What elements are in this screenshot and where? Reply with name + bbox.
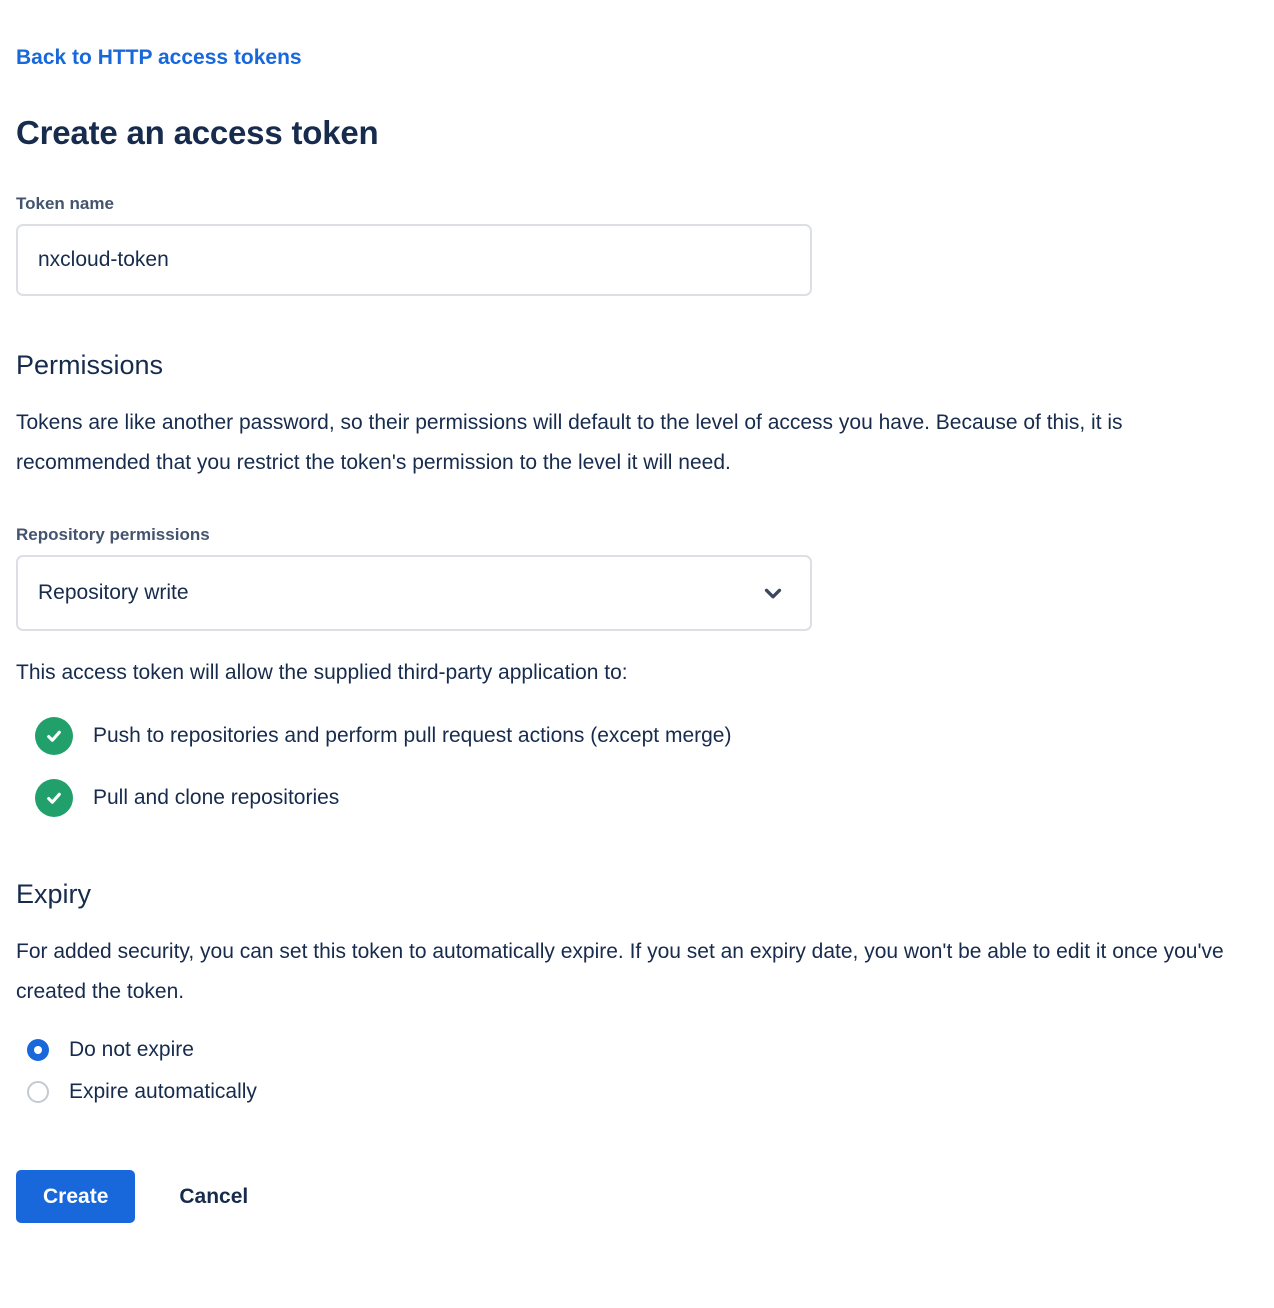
token-name-input[interactable] [16, 224, 812, 296]
repository-permissions-label: Repository permissions [16, 525, 210, 544]
granted-permissions-list [16, 717, 1258, 817]
allow-intro-text: This access token will allow the supplied third-party application to: [16, 661, 628, 684]
radio-label: Do not expire [69, 1038, 194, 1061]
radio-unselected-icon[interactable] [27, 1081, 49, 1103]
repository-permissions-select[interactable] [16, 555, 812, 631]
form-actions [16, 1170, 1258, 1223]
chevron-down-icon [760, 580, 786, 606]
radio-option-expire-automatically[interactable] [16, 1080, 1258, 1104]
radio-option-do-not-expire[interactable] [16, 1038, 1258, 1062]
repository-permissions-selected-value: Repository write [38, 581, 189, 604]
granted-permission-row [16, 779, 1258, 817]
expiry-description: For added security, you can set this token to automatically expire. If you set an expiry date, you won't be able to edit it once you've created the token. [16, 940, 1224, 1003]
token-name-label: Token name [16, 194, 114, 213]
radio-label: Expire automatically [69, 1080, 257, 1103]
expiry-radio-group [16, 1038, 1258, 1104]
expiry-heading: Expiry [16, 879, 92, 909]
cancel-button[interactable]: Cancel [179, 1184, 249, 1208]
permissions-description: Tokens are like another password, so their permissions will default to the level of access you have. Because of this, it is recommended that you restrict the token's permission to the level it will need. [16, 411, 1123, 474]
granted-permission-label: Pull and clone repositories [93, 786, 340, 809]
radio-selected-icon[interactable] [27, 1039, 49, 1061]
permissions-heading: Permissions [16, 350, 164, 380]
granted-permission-label: Push to repositories and perform pull request actions (except merge) [93, 724, 732, 747]
back-to-http-access-tokens-link[interactable]: Back to HTTP access tokens [16, 46, 302, 69]
check-circle-icon [35, 717, 73, 755]
granted-permission-row [16, 717, 1258, 755]
page-title: Create an access token [16, 114, 379, 151]
create-button[interactable]: Create [16, 1170, 135, 1223]
check-circle-icon [35, 779, 73, 817]
